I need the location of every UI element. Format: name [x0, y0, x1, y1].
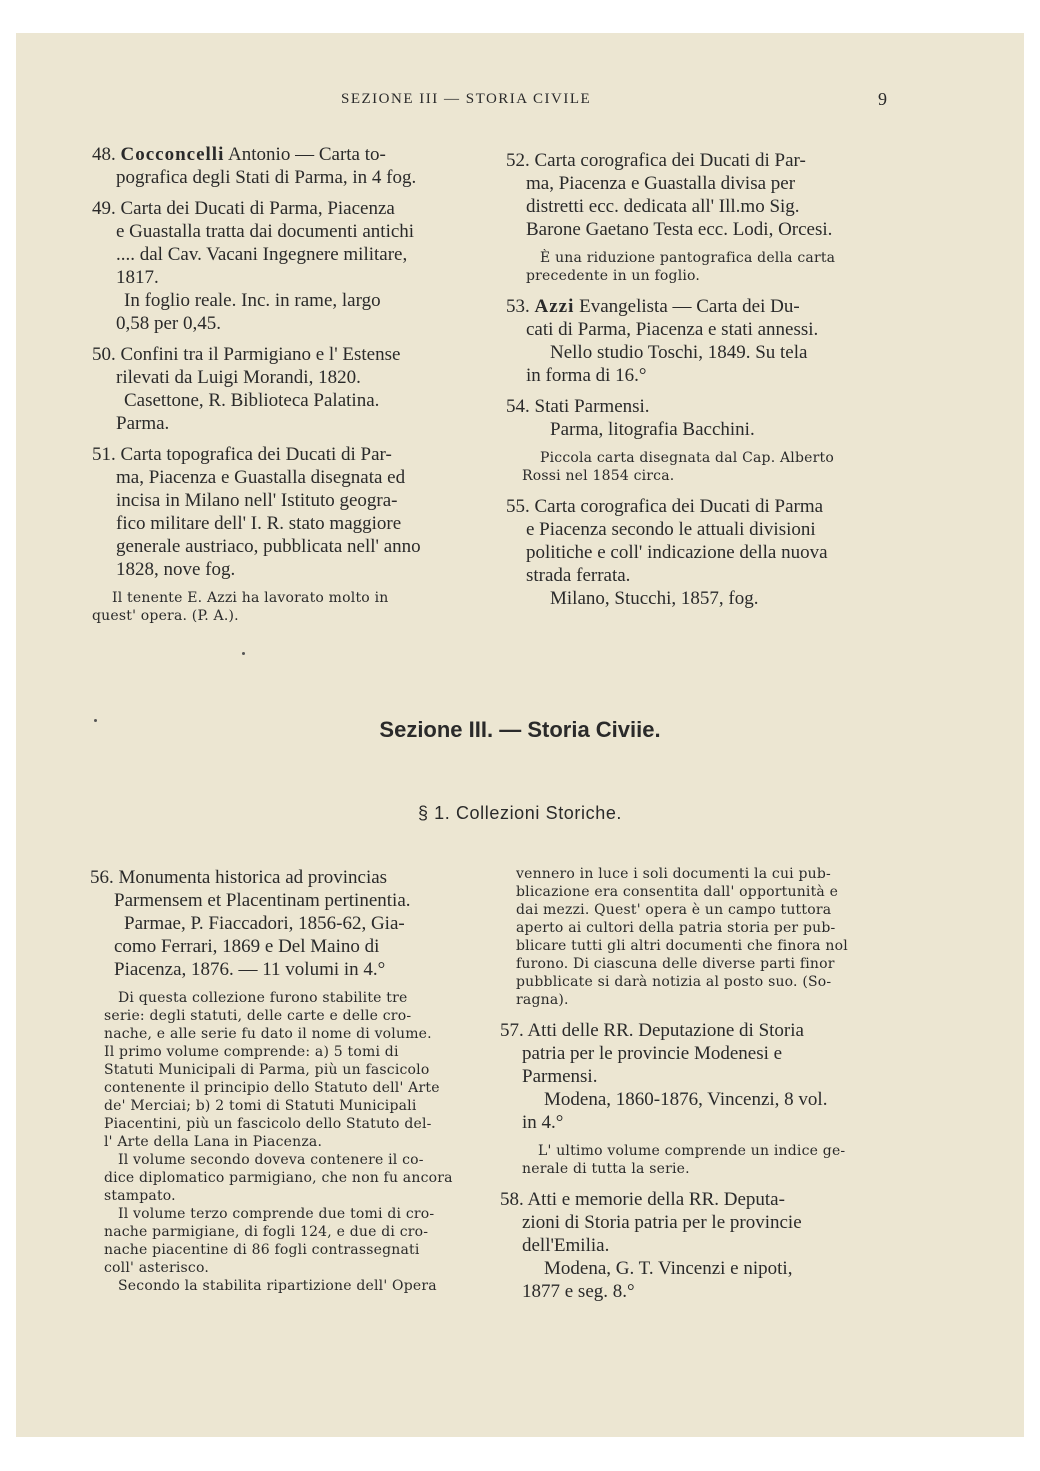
entry-line: Parmensem et Placentinam pertinentia. [114, 890, 411, 911]
author-name: Cocconcelli [120, 144, 225, 165]
note-line: coll' asterisco. [104, 1260, 209, 1276]
imprint-line: In foglio reale. Inc. in rame, largo [124, 290, 381, 311]
note-line: nache piacentine di 86 fogli contrassegnati [104, 1242, 420, 1258]
note-line: Rossi nel 1854 circa. [522, 468, 675, 484]
entry-text: pografica degli Stati di Parma, in 4 fog. [116, 167, 417, 188]
note-line: aperto ai cultori della patria storia per pub- [516, 920, 836, 936]
imprint-line: Parma. [116, 413, 170, 434]
entry-line: .... dal Cav. Vacani Ingegnere militare, [116, 244, 408, 265]
note-line: Secondo la stabilita ripartizione dell' Opera [118, 1278, 437, 1294]
note-line: dai mezzi. Quest' opera è un campo tuttora [516, 902, 832, 918]
entry-line: 54. Stati Parmensi. [506, 396, 650, 417]
note-51 [92, 589, 478, 625]
imprint-line: Modena, 1860-1876, Vincenzi, 8 vol. [544, 1089, 828, 1110]
imprint-line: 0,58 per 0,45. [116, 313, 222, 334]
entry-line: fico militare dell' I. R. stato maggiore [116, 513, 402, 534]
entry-55 [506, 495, 888, 610]
entry-line: ma, Piacenza e Guastalla disegnata ed [116, 467, 406, 488]
entry-line: 1828, nove fog. [116, 559, 236, 580]
imprint-line: 1877 e seg. 8.° [522, 1281, 635, 1302]
entry-53 [506, 295, 888, 387]
note-line: serie: degli statuti, delle carte e delle cro- [104, 1008, 412, 1024]
entry-54 [506, 395, 888, 441]
entry-50 [92, 343, 478, 435]
entry-line: patria per le provincie Modenesi e [522, 1043, 783, 1064]
imprint-line: como Ferrari, 1869 e Del Maino di [114, 936, 380, 957]
note-line: l' Arte della Lana in Piacenza. [104, 1134, 323, 1150]
entry-line: strada ferrata. [526, 565, 631, 586]
note-line: blicare tutti gli altri documenti che finora nol [516, 938, 848, 954]
entry-line: incisa in Milano nell' Istituto geogra- [116, 490, 398, 511]
imprint-line: Parma, litografia Bacchini. [550, 419, 755, 440]
entry-line: e Piacenza secondo le attuali divisioni [526, 519, 816, 540]
note-line: È una riduzione pantografica della carta [540, 250, 836, 266]
note-line: Il volume terzo comprende due tomi di cro- [118, 1206, 435, 1222]
imprint-line: in 4.° [522, 1112, 564, 1133]
imprint-line: in forma di 16.° [526, 365, 647, 386]
entry-58 [500, 1188, 884, 1303]
entry-48 [92, 143, 478, 189]
right-column-top [506, 149, 888, 618]
entry-line: politiche e coll' indicazione della nuova [526, 542, 828, 563]
page-number: 9 [878, 89, 887, 109]
entry-51 [92, 443, 478, 581]
note-line: nerale di tutta la serie. [522, 1161, 690, 1177]
note-line: de' Merciai; b) 2 tomi di Statuti Municipali [104, 1098, 417, 1114]
imprint-line: Piacenza, 1876. — 11 volumi in 4.° [114, 959, 386, 980]
note-line: blicazione era consentita dall' opportunità e [516, 884, 839, 900]
entry-text: Antonio — Carta to- [224, 144, 386, 165]
note-line: Il primo volume comprende: a) 5 tomi di [104, 1044, 399, 1060]
entry-52 [506, 149, 888, 241]
entry-line: rilevati da Luigi Morandi, 1820. [116, 367, 361, 388]
entry-49 [92, 197, 478, 335]
entry-line: 52. Carta corografica dei Ducati di Par- [506, 150, 806, 171]
note-56 [90, 989, 474, 1295]
note-line: furono. Di ciascuna delle diverse parti finor [516, 956, 835, 972]
entry-line: zioni di Storia patria per le provincie [522, 1212, 802, 1233]
note-line: Piccola carta disegnata dal Cap. Alberto [540, 450, 834, 466]
note-54 [506, 449, 888, 485]
entry-number: 48. [92, 144, 116, 165]
note-line: nache, e alle serie fu dato il nome di volume. [104, 1026, 432, 1042]
note-56-continued [500, 865, 884, 1009]
running-header [16, 91, 1024, 115]
entry-line: cati di Parma, Piacenza e stati annessi. [526, 319, 819, 340]
entry-line: 1817. [116, 267, 159, 288]
note-line: pubblicate si darà notizia al posto suo. (So- [516, 974, 832, 990]
page-speck [242, 652, 245, 655]
entry-line: e Guastalla tratta dai documenti antichi [116, 221, 415, 242]
entry-line: 57. Atti delle RR. Deputazione di Storia [500, 1020, 804, 1041]
note-line: contenente il principio dello Statuto dell' Arte [104, 1080, 440, 1096]
entry-number: 53. [506, 296, 530, 317]
entry-line: distretti ecc. dedicata all' Ill.mo Sig. [526, 196, 800, 217]
note-line: precedente in un foglio. [526, 268, 701, 284]
note-line: Di questa collezione furono stabilite tre [118, 990, 408, 1006]
note-57 [500, 1142, 884, 1178]
section-title: Sezione III. — Storia Civiie. [379, 717, 661, 742]
book-page [16, 33, 1024, 1437]
imprint-line: Modena, G. T. Vincenzi e nipoti, [544, 1258, 793, 1279]
entry-line: ma, Piacenza e Guastalla divisa per [526, 173, 796, 194]
imprint-line: Nello studio Toschi, 1849. Su tela [550, 342, 808, 363]
entry-line: generale austriaco, pubblicata nell' anno [116, 536, 421, 557]
note-line: vennero in luce i soli documenti la cui pub- [516, 866, 831, 882]
entry-57 [500, 1019, 884, 1134]
imprint-line: Milano, Stucchi, 1857, fog. [550, 588, 759, 609]
right-column-bottom [500, 863, 884, 1311]
entry-text: Evangelista — Carta dei Du- [574, 296, 800, 317]
entry-line: dell'Emilia. [522, 1235, 610, 1256]
imprint-line: Parmae, P. Fiaccadori, 1856-62, Gia- [124, 913, 405, 934]
entry-line: 51. Carta topografica dei Ducati di Par- [92, 444, 392, 465]
entry-line: 50. Confini tra il Parmigiano e l' Estense [92, 344, 401, 365]
entry-line: Parmensi. [522, 1066, 598, 1087]
running-head-title: SEZIONE III — STORIA CIVILE [341, 91, 592, 107]
note-line: Piacentini, più un fascicolo dello Statuto del- [104, 1116, 432, 1132]
note-line: stampato. [104, 1188, 176, 1204]
note-line: quest' opera. (P. A.). [92, 608, 239, 624]
imprint-line: Casettone, R. Biblioteca Palatina. [124, 390, 380, 411]
note-line: Il volume secondo doveva contenere il co- [118, 1152, 424, 1168]
note-line: Il tenente E. Azzi ha lavorato molto in [112, 590, 389, 606]
note-line: ragna). [516, 992, 569, 1008]
author-name: Azzi [534, 296, 575, 317]
note-line: Statuti Municipali di Parma, più un fascicolo [104, 1062, 430, 1078]
left-column-top [92, 143, 478, 635]
note-line: dice diplomatico parmigiano, che non fu ancora [104, 1170, 453, 1186]
entry-line: 56. Monumenta historica ad provincias [90, 867, 388, 888]
entry-line: 55. Carta corografica dei Ducati di Parma [506, 496, 824, 517]
note-line: nache parmigiane, di fogli 124, e due di cro- [104, 1224, 429, 1240]
subsection-title: § 1. Collezioni Storiche. [417, 803, 623, 823]
left-column-bottom [90, 866, 474, 1305]
entry-line: 58. Atti e memorie della RR. Deputa- [500, 1189, 785, 1210]
entry-line: 49. Carta dei Ducati di Parma, Piacenza [92, 198, 395, 219]
entry-line: Barone Gaetano Testa ecc. Lodi, Orcesi. [526, 219, 833, 240]
entry-56 [90, 866, 474, 981]
note-line: L' ultimo volume comprende un indice ge- [538, 1143, 846, 1159]
note-52 [506, 249, 888, 285]
